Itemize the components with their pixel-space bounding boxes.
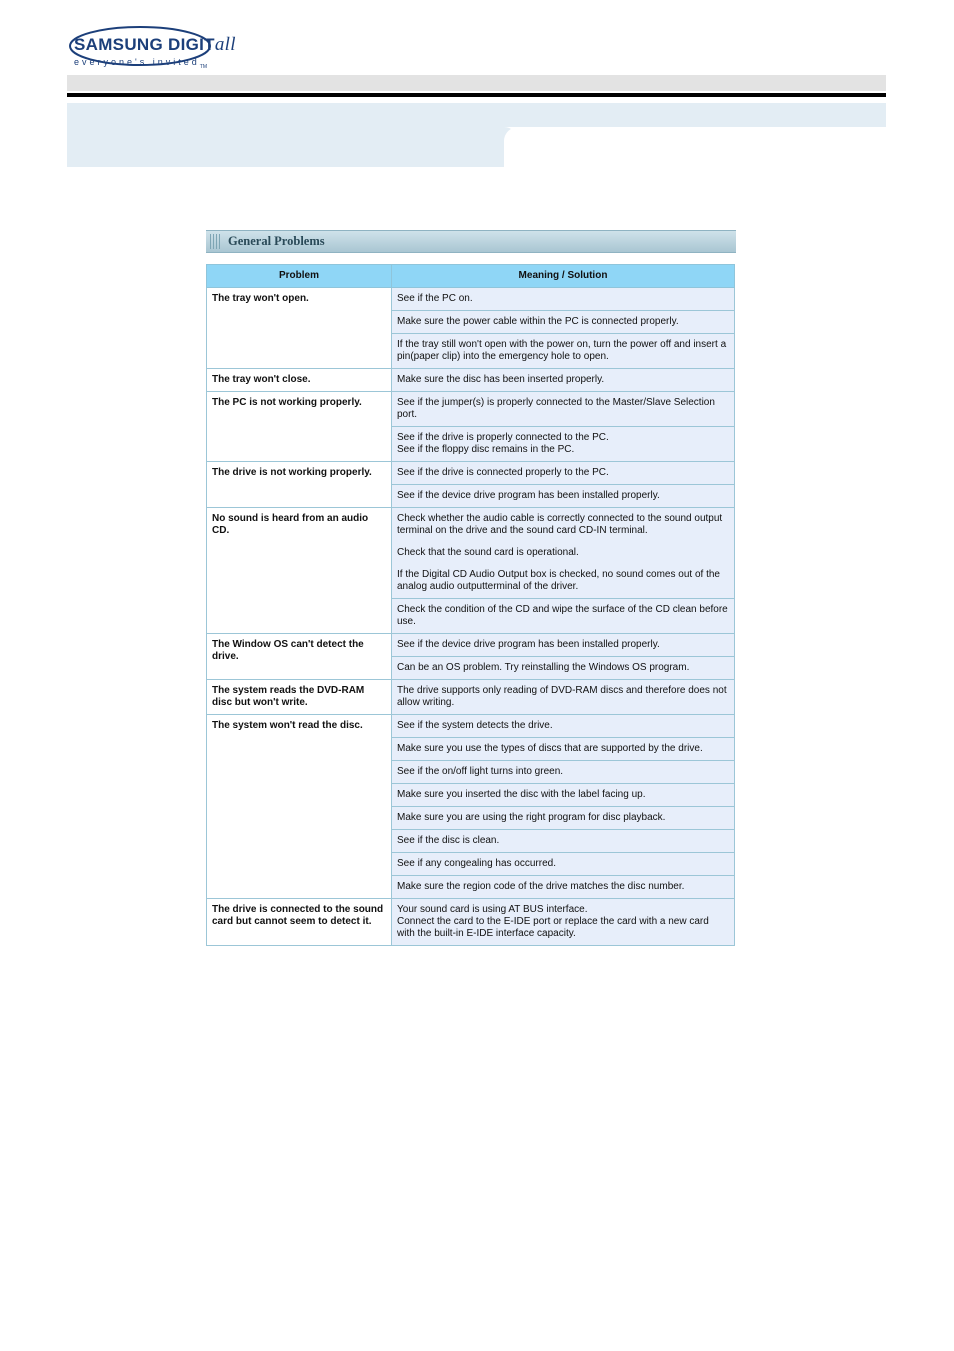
solution-text: See if the device drive program has been installed properly. — [397, 639, 660, 650]
header-blue-tab — [67, 127, 504, 167]
solution-text: See if the floppy disc remains in the PC. — [397, 444, 575, 455]
solution-text: See if the jumper(s) is properly connected to the Master/Slave Selection port. — [397, 397, 715, 420]
solution-cell — [392, 807, 735, 830]
solution-text: Make sure you are using the right program for disc playback. — [397, 812, 666, 823]
solution-cell — [392, 761, 735, 784]
solution-text: Check whether the audio cable is correctly connected to the sound output terminal on the drive and the sound card CD-IN terminal. — [397, 513, 723, 536]
table-row — [207, 680, 735, 715]
problem-cell: The Window OS can't detect the drive. — [207, 634, 392, 680]
header-blue-band — [67, 103, 886, 127]
logo-brand-suffix: all — [214, 34, 236, 55]
solution-text: See if the system detects the drive. — [397, 720, 553, 731]
problem-cell: No sound is heard from an audio CD. — [207, 508, 392, 634]
table-row — [207, 715, 735, 738]
solution-text: Connect the card to the E-IDE port or replace the card with a new card with the built-in E-IDE interface capacity. — [397, 916, 709, 939]
problem-cell: The tray won't close. — [207, 369, 392, 392]
table-row — [207, 634, 735, 657]
header-solution: Meaning / Solution — [392, 265, 735, 288]
section-bars-icon — [210, 234, 222, 249]
solution-cell — [392, 680, 735, 715]
solution-cell — [392, 462, 735, 485]
solution-cell — [392, 288, 735, 311]
header-tab-curve — [504, 127, 518, 167]
solution-cell — [392, 853, 735, 876]
solution-cell — [392, 334, 735, 369]
solution-cell — [392, 508, 735, 599]
solution-cell — [392, 311, 735, 334]
solution-text: See if any congealing has occurred. — [397, 858, 556, 869]
problem-cell: The drive is not working properly. — [207, 462, 392, 508]
header-gray-band — [67, 75, 886, 91]
problem-cell: The system reads the DVD-RAM disc but won't write. — [207, 680, 392, 715]
logo-tagline — [74, 57, 207, 70]
table-row — [207, 462, 735, 485]
table-body — [207, 288, 735, 946]
solution-cell — [392, 830, 735, 853]
solution-cell — [392, 876, 735, 899]
solution-cell — [392, 634, 735, 657]
logo-brand: SAMSUNG DIGIT — [74, 35, 215, 54]
solution-text: See if the drive is properly connected to the PC. — [397, 432, 609, 443]
solution-text: See if the device drive program has been installed properly. — [397, 490, 660, 501]
samsung-logo — [68, 24, 236, 72]
section-header — [206, 230, 736, 253]
logo-tagline-text: everyone's invited — [74, 57, 200, 67]
solution-cell — [392, 599, 735, 634]
solution-cell — [392, 427, 735, 462]
solution-text: See if the disc is clean. — [397, 835, 500, 846]
solution-cell — [392, 715, 735, 738]
solution-text: If the tray still won't open with the power on, turn the power off and insert a pin(paper clip) into the emergency hole to open. — [397, 339, 727, 362]
solution-cell — [392, 899, 735, 946]
problem-cell: The PC is not working properly. — [207, 392, 392, 462]
solution-text: Make sure the power cable within the PC is connected properly. — [397, 316, 679, 327]
solution-text: Make sure you use the types of discs that are supported by the drive. — [397, 743, 703, 754]
solution-cell — [392, 784, 735, 807]
table-row — [207, 369, 735, 392]
solution-text: If the Digital CD Audio Output box is checked, no sound comes out of the analog audio outputterminal of the driver. — [397, 569, 720, 592]
solution-text: See if the PC on. — [397, 293, 473, 304]
troubleshooting-table — [206, 264, 735, 946]
solution-text: See if the on/off light turns into green. — [397, 766, 564, 777]
solution-text: Your sound card is using AT BUS interface. — [397, 904, 588, 915]
section-title: General Problems — [228, 234, 325, 248]
solution-cell — [392, 657, 735, 680]
header-black-rule — [67, 93, 886, 97]
logo-tm: TM — [199, 63, 207, 70]
solution-text: Check the condition of the CD and wipe the surface of the CD clean before use. — [397, 604, 728, 627]
table-row — [207, 899, 735, 946]
solution-text: Make sure the disc has been inserted properly. — [397, 374, 605, 385]
logo-wordmark — [74, 34, 236, 56]
solution-cell — [392, 392, 735, 427]
solution-cell — [392, 738, 735, 761]
problem-cell: The drive is connected to the sound card but cannot seem to detect it. — [207, 899, 392, 946]
solution-text: Can be an OS problem. Try reinstalling the Windows OS program. — [397, 662, 690, 673]
table-row — [207, 288, 735, 311]
table-row — [207, 508, 735, 599]
solution-text: Make sure you inserted the disc with the label facing up. — [397, 789, 646, 800]
solution-cell — [392, 369, 735, 392]
solution-text: Make sure the region code of the drive matches the disc number. — [397, 881, 685, 892]
problem-cell: The tray won't open. — [207, 288, 392, 369]
solution-cell — [392, 485, 735, 508]
solution-text: See if the drive is connected properly to the PC. — [397, 467, 609, 478]
table-header-row — [207, 265, 735, 288]
header-problem: Problem — [207, 265, 392, 288]
table-row — [207, 392, 735, 427]
solution-text: The drive supports only reading of DVD-RAM discs and therefore does not allow writing. — [397, 685, 727, 708]
problem-cell: The system won't read the disc. — [207, 715, 392, 899]
solution-text: Check that the sound card is operational. — [397, 547, 579, 558]
